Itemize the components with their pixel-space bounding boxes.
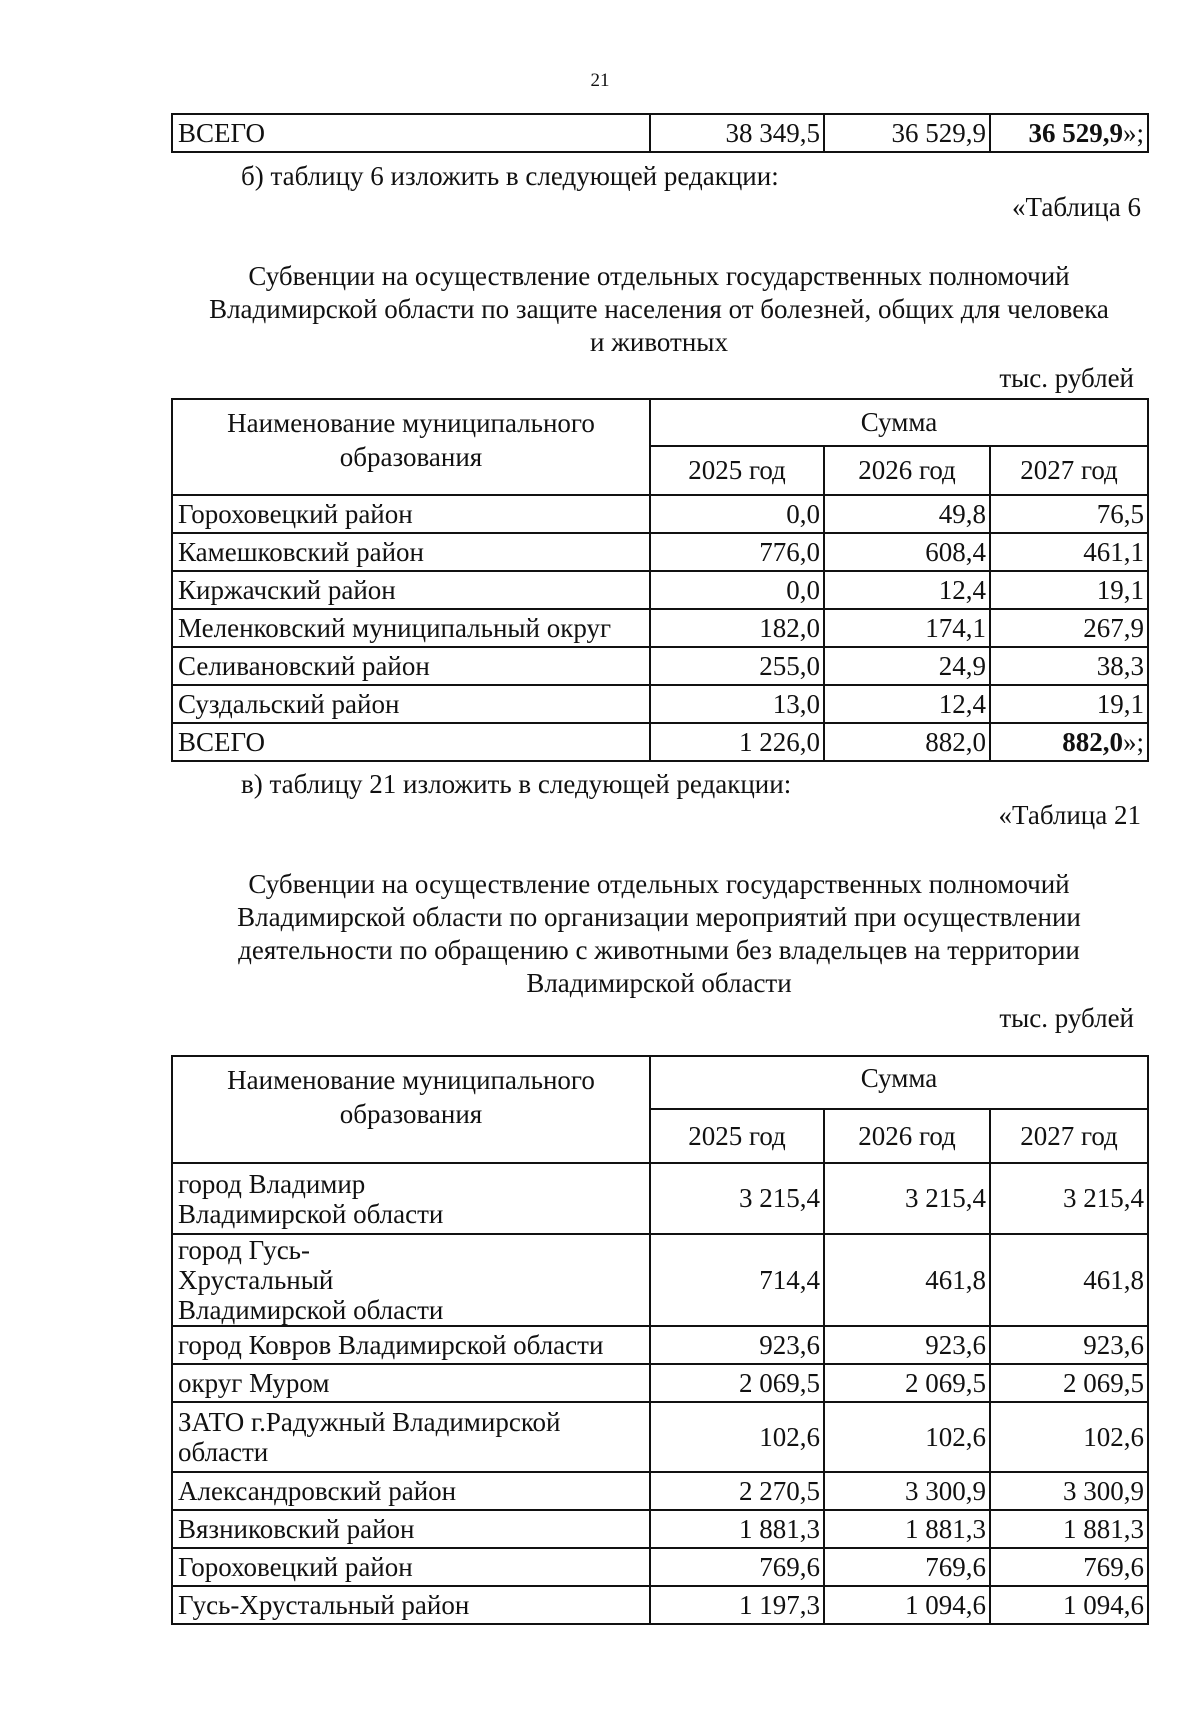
row-value-2026: 12,4 — [824, 685, 990, 723]
row-name: Меленковский муниципальный округ — [172, 609, 650, 647]
row-value-2027: 769,6 — [990, 1548, 1148, 1586]
row-value-2025: 13,0 — [650, 685, 824, 723]
total-value-2027 — [990, 114, 1148, 152]
row-value-2026: 12,4 — [824, 571, 990, 609]
row-value-2025: 923,6 — [650, 1326, 824, 1364]
row-value-2027: 19,1 — [990, 685, 1148, 723]
column-header-sum: Сумма — [650, 1056, 1148, 1109]
column-header-2026: 2026 год — [824, 1109, 990, 1163]
row-value-2027: 102,6 — [990, 1402, 1148, 1472]
row-value-2025: 255,0 — [650, 647, 824, 685]
row-value-2025: 769,6 — [650, 1548, 824, 1586]
row-name: город Владимир Владимирской области — [172, 1163, 650, 1234]
total-value-2025: 38 349,5 — [650, 114, 824, 152]
row-value-2026: 2 069,5 — [824, 1364, 990, 1402]
row-name: ЗАТО г.Радужный Владимирской области — [172, 1402, 650, 1472]
section-b-unit: тыс. рублей — [999, 363, 1134, 393]
closing-quote: »; — [1122, 117, 1144, 148]
row-name: город Ковров Владимирской области — [172, 1326, 650, 1364]
row-name: город Гусь-Хрустальный Владимирской области — [172, 1234, 650, 1326]
total-label: ВСЕГО — [172, 114, 650, 152]
table-row — [172, 1364, 1148, 1402]
section-c-intro: в) таблицу 21 изложить в следующей редакции: — [241, 769, 792, 799]
row-value-2026: 102,6 — [824, 1402, 990, 1472]
row-value-2027: 923,6 — [990, 1326, 1148, 1364]
row-value-2026: 923,6 — [824, 1326, 990, 1364]
row-value-2025: 3 215,4 — [650, 1163, 824, 1234]
total-value-2025: 1 226,0 — [650, 723, 824, 761]
row-name: Гороховецкий район — [172, 1548, 650, 1586]
row-value-2025: 0,0 — [650, 571, 824, 609]
column-header-2025: 2025 год — [650, 1109, 824, 1163]
row-name: Камешковский район — [172, 533, 650, 571]
table-row — [172, 685, 1148, 723]
row-value-2027: 461,8 — [990, 1234, 1148, 1326]
section-b-title — [171, 260, 1147, 359]
row-value-2027: 2 069,5 — [990, 1364, 1148, 1402]
section-c-unit: тыс. рублей — [999, 1003, 1134, 1033]
table-row-total — [172, 114, 1148, 152]
row-name: Гусь-Хрустальный район — [172, 1586, 650, 1624]
row-value-2026: 3 300,9 — [824, 1472, 990, 1510]
section-c-table-label: «Таблица 21 — [998, 800, 1141, 830]
title-line: Субвенции на осуществление отдельных государственных полномочий — [248, 261, 1070, 291]
row-value-2025: 1 197,3 — [650, 1586, 824, 1624]
row-value-2025: 2 069,5 — [650, 1364, 824, 1402]
row-value-2027: 76,5 — [990, 495, 1148, 533]
row-value-2027: 1 094,6 — [990, 1586, 1148, 1624]
row-value-2027: 3 300,9 — [990, 1472, 1148, 1510]
row-value-2027: 19,1 — [990, 571, 1148, 609]
row-value-2027: 267,9 — [990, 609, 1148, 647]
page-number: 21 — [590, 70, 610, 91]
title-line: Владимирской области — [526, 968, 792, 998]
row-value-2027: 38,3 — [990, 647, 1148, 685]
row-value-2025: 2 270,5 — [650, 1472, 824, 1510]
table-header-row — [172, 1056, 1148, 1109]
column-header-name: Наименование муниципального образования — [172, 1056, 650, 1163]
total-value-2027-number: 36 529,9 — [1028, 117, 1123, 148]
total-label: ВСЕГО — [172, 723, 650, 761]
row-value-2025: 1 881,3 — [650, 1510, 824, 1548]
title-line: и животных — [590, 327, 728, 357]
row-value-2025: 182,0 — [650, 609, 824, 647]
table-header-row — [172, 399, 1148, 446]
row-value-2026: 3 215,4 — [824, 1163, 990, 1234]
table-row — [172, 1586, 1148, 1624]
total-value-2027 — [990, 723, 1148, 761]
row-value-2026: 1 094,6 — [824, 1586, 990, 1624]
column-header-2027: 2027 год — [990, 446, 1148, 495]
row-name: Александровский район — [172, 1472, 650, 1510]
row-value-2027: 1 881,3 — [990, 1510, 1148, 1548]
table-row — [172, 609, 1148, 647]
closing-quote: »; — [1123, 726, 1145, 757]
column-header-sum: Сумма — [650, 399, 1148, 446]
table-row — [172, 495, 1148, 533]
row-value-2026: 24,9 — [824, 647, 990, 685]
table-row — [172, 1472, 1148, 1510]
table-row — [172, 533, 1148, 571]
column-header-2027: 2027 год — [990, 1109, 1148, 1163]
previous-table-total — [171, 113, 1149, 153]
row-value-2025: 776,0 — [650, 533, 824, 571]
row-name: округ Муром — [172, 1364, 650, 1402]
table-row — [172, 1326, 1148, 1364]
table-row — [172, 571, 1148, 609]
table-21 — [171, 1055, 1149, 1625]
column-header-name: Наименование муниципального образования — [172, 399, 650, 495]
title-line: Владимирской области по организации мероприятий при осуществлении — [237, 902, 1081, 932]
section-b-table-label: «Таблица 6 — [1012, 192, 1141, 222]
column-header-2026: 2026 год — [824, 446, 990, 495]
table-row — [172, 1510, 1148, 1548]
row-name: Гороховецкий район — [172, 495, 650, 533]
row-value-2026: 1 881,3 — [824, 1510, 990, 1548]
section-b-intro: б) таблицу 6 изложить в следующей редакции: — [241, 161, 779, 191]
title-line: Субвенции на осуществление отдельных государственных полномочий — [248, 869, 1070, 899]
row-value-2026: 49,8 — [824, 495, 990, 533]
row-name: Вязниковский район — [172, 1510, 650, 1548]
row-value-2027: 461,1 — [990, 533, 1148, 571]
row-value-2026: 174,1 — [824, 609, 990, 647]
table-row — [172, 1234, 1148, 1326]
total-value-2026: 36 529,9 — [824, 114, 990, 152]
row-name: Селивановский район — [172, 647, 650, 685]
row-value-2025: 0,0 — [650, 495, 824, 533]
row-value-2026: 769,6 — [824, 1548, 990, 1586]
table-row-total — [172, 723, 1148, 761]
row-value-2026: 461,8 — [824, 1234, 990, 1326]
total-value-2026: 882,0 — [824, 723, 990, 761]
table-6 — [171, 398, 1149, 762]
section-c-title — [171, 868, 1147, 1000]
total-value-2027-number: 882,0 — [1062, 726, 1123, 757]
title-line: Владимирской области по защите населения от болезней, общих для человека — [209, 294, 1109, 324]
row-name: Суздальский район — [172, 685, 650, 723]
title-line: деятельности по обращению с животными без владельцев на территории — [238, 935, 1080, 965]
row-value-2025: 714,4 — [650, 1234, 824, 1326]
table-row — [172, 647, 1148, 685]
table-row — [172, 1548, 1148, 1586]
table-row — [172, 1163, 1148, 1234]
row-name: Киржачский район — [172, 571, 650, 609]
row-value-2025: 102,6 — [650, 1402, 824, 1472]
column-header-2025: 2025 год — [650, 446, 824, 495]
row-value-2027: 3 215,4 — [990, 1163, 1148, 1234]
table-row — [172, 1402, 1148, 1472]
row-value-2026: 608,4 — [824, 533, 990, 571]
